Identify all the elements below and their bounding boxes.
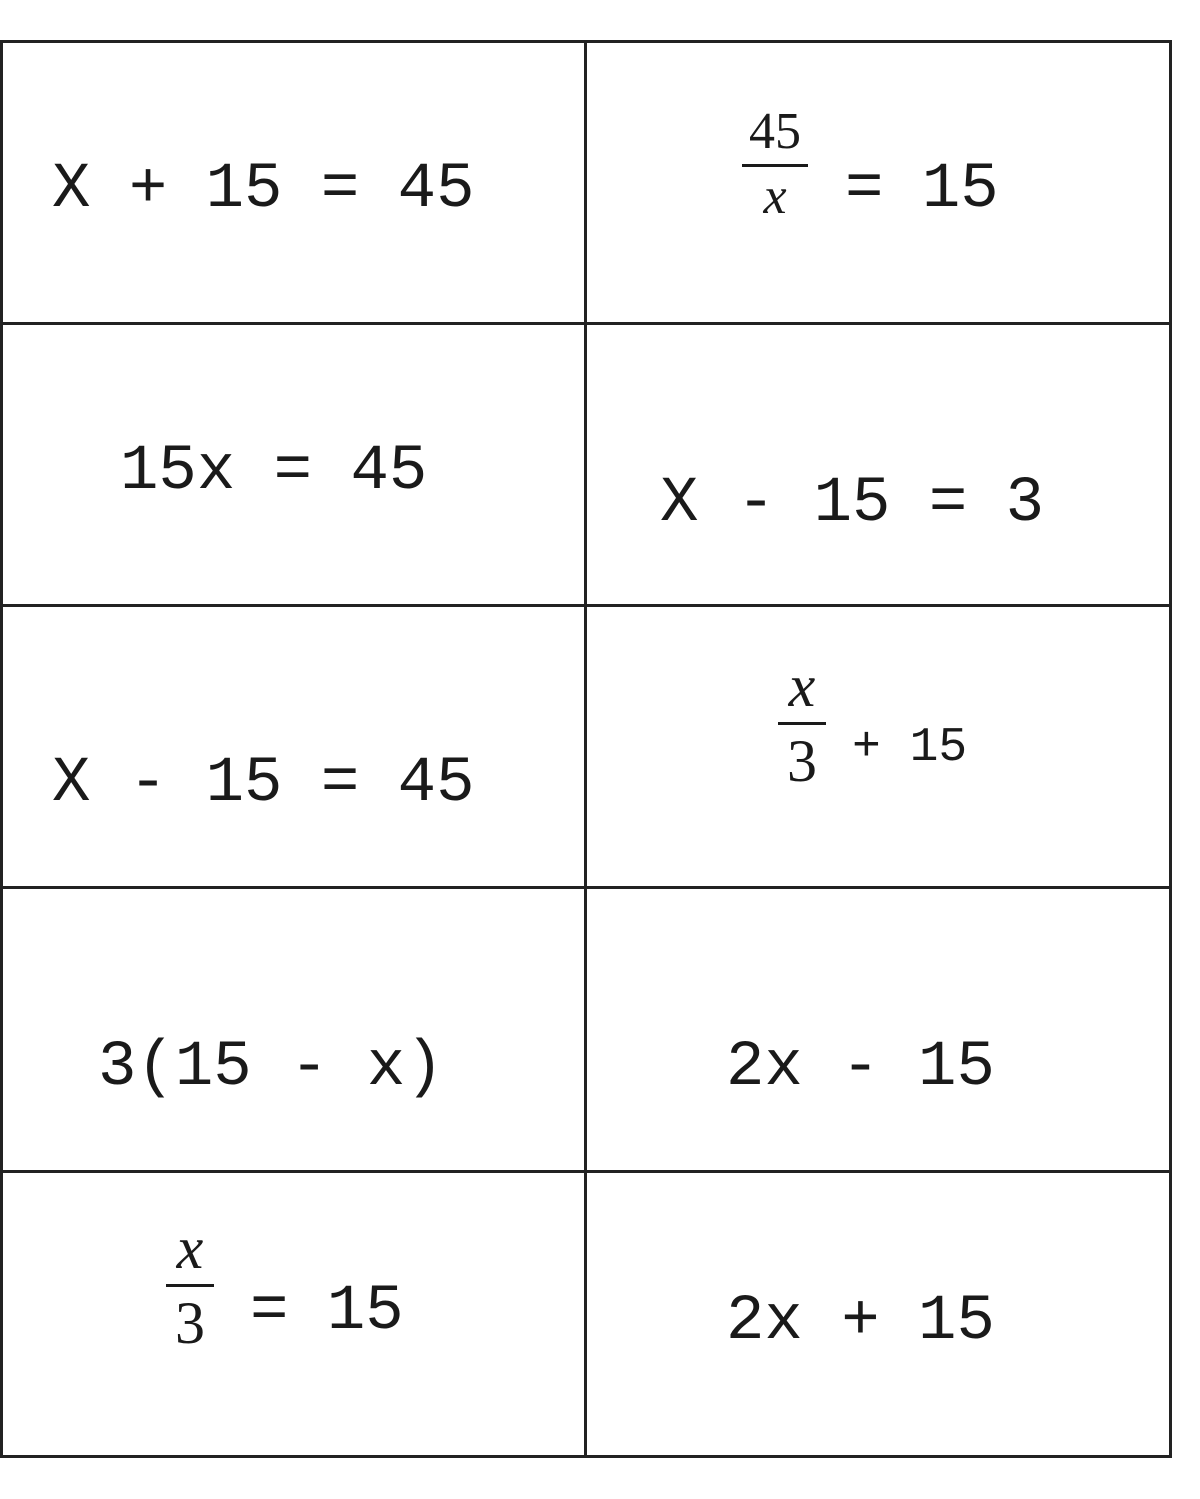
card-r3c1-expression: X - 15 = 45 (52, 748, 475, 820)
fraction-bar (166, 1284, 214, 1287)
card-r3c2-fraction (778, 653, 826, 794)
card-r1c2-rest: = 15 (845, 154, 999, 226)
card-r4c2-expression: 2x - 15 (726, 1032, 995, 1104)
card-r5c1-rest: = 15 (250, 1276, 404, 1348)
card-r5c2-expression: 2x + 15 (726, 1286, 995, 1358)
card-r2c2-expression: X - 15 = 3 (660, 468, 1045, 540)
column-divider (584, 40, 587, 1458)
card-r4c1-expression: 3(15 - x) (98, 1032, 444, 1104)
row-divider (0, 1170, 1172, 1173)
card-r1c2-fraction (742, 103, 808, 225)
fraction-bar (742, 164, 808, 167)
card-r1c2-denominator: x (763, 168, 787, 225)
card-r5c1-denominator: 3 (175, 1290, 205, 1356)
row-divider (0, 322, 1172, 325)
card-r3c2-rest: + 15 (852, 721, 968, 775)
card-r1c2-numerator: 45 (749, 103, 801, 160)
card-r3c2-denominator: 3 (787, 728, 817, 794)
row-divider (0, 604, 1172, 607)
row-divider (0, 886, 1172, 889)
card-r3c2-numerator: x (788, 653, 816, 719)
card-r5c1-numerator: x (176, 1215, 204, 1281)
card-r1c1-expression: X + 15 = 45 (52, 154, 475, 226)
card-r2c1-expression: 15x = 45 (120, 436, 428, 508)
card-r5c1-fraction (166, 1215, 214, 1356)
fraction-bar (778, 722, 826, 725)
